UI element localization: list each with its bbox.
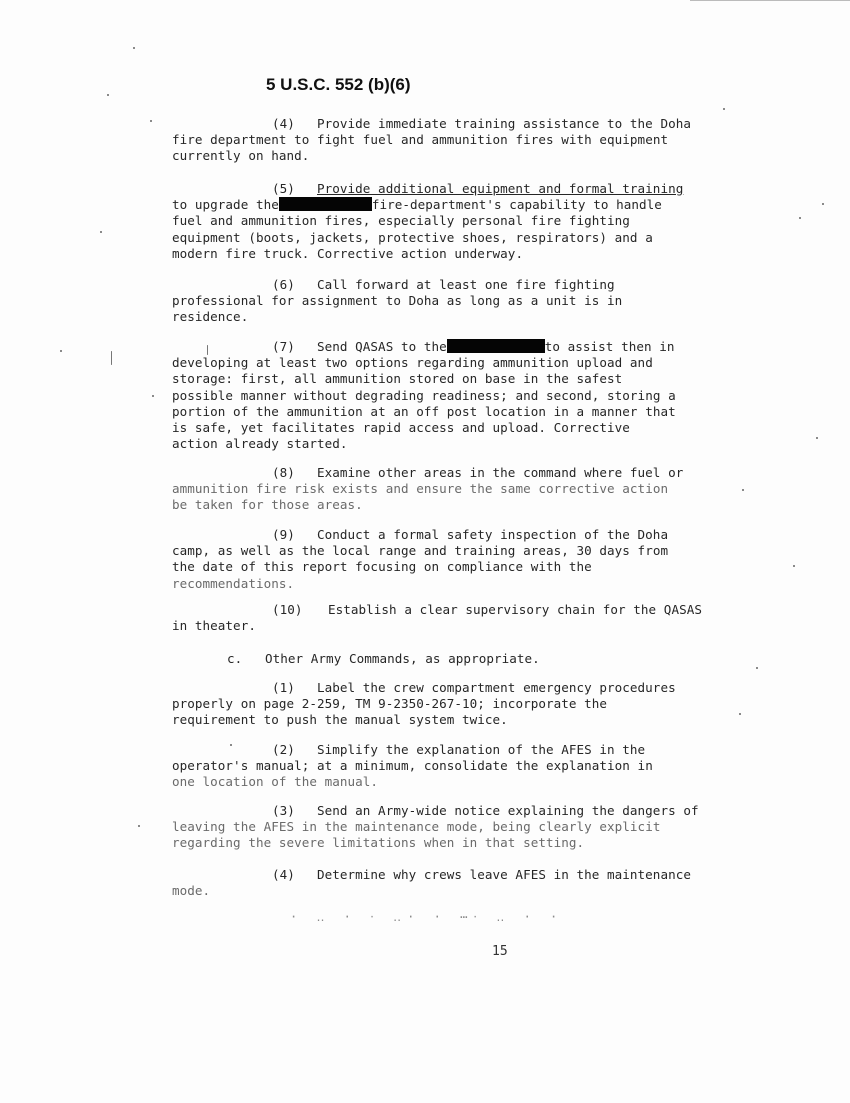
paragraph-text: the date of this report focusing on compliance with the: [172, 559, 592, 575]
scan-speck: [100, 231, 102, 233]
paragraph-text: equipment (boots, jackets, protective shoes, respirators) and a: [172, 229, 653, 245]
scan-speck: [822, 203, 824, 205]
paragraph-number: (4): [272, 116, 295, 131]
scan-speck: [756, 667, 758, 669]
paragraph-text: developing at least two options regarding ammunition upload and: [172, 355, 653, 371]
redaction-box: [447, 339, 545, 353]
foia-exemption-header: 5 U.S.C. 552 (b)(6): [266, 75, 411, 94]
paragraph-c1: [172, 680, 812, 729]
paragraph-text: to assist then in: [544, 339, 675, 354]
paragraph-number: (2): [272, 742, 295, 757]
scan-speck: [60, 350, 62, 352]
scan-speck: [152, 395, 154, 397]
scan-speck: [133, 47, 135, 49]
paragraph-text: is safe, yet facilitates rapid access and upload. Corrective: [172, 420, 630, 436]
paragraph-number: (1): [272, 680, 295, 695]
paragraph-text: modern fire truck. Corrective action underway.: [172, 245, 524, 261]
paragraph-text: Simplify the explanation of the AFES in the: [317, 742, 646, 757]
scan-speck: [230, 744, 232, 746]
scan-speck: [207, 345, 208, 355]
paragraph-8: [172, 465, 812, 514]
paragraph-text: operator's manual; at a minimum, consolidate the explanation in: [172, 758, 653, 774]
paragraph-text: recommendations.: [172, 575, 295, 591]
section-heading-text: Other Army Commands, as appropriate.: [265, 651, 540, 666]
paragraph-text: ammunition fire risk exists and ensure the same corrective action: [172, 481, 669, 497]
paragraph-text: camp, as well as the local range and training areas, 30 days from: [172, 543, 669, 559]
paragraph-text: to upgrade the: [172, 197, 279, 213]
paragraph-text: residence.: [172, 309, 249, 325]
paragraph-number: (3): [272, 803, 295, 818]
paragraph-number: (10): [272, 602, 303, 617]
scan-speck: [742, 489, 744, 491]
paragraph-number: (9): [272, 527, 295, 542]
paragraph-number: (8): [272, 465, 295, 480]
paragraph-text: professional for assignment to Doha as long as a unit is in: [172, 293, 623, 309]
paragraph-text: Establish a clear supervisory chain for the QASAS: [328, 602, 702, 617]
paragraph-number: (4): [272, 867, 295, 882]
paragraph-6: [172, 277, 812, 326]
scan-speck: [107, 94, 109, 96]
scan-edge-line: [690, 0, 850, 1]
paragraph-text: properly on page 2-259, TM 9-2350-267-10; incorporate the: [172, 696, 608, 712]
section-letter: c.: [227, 651, 243, 666]
paragraph-text: Determine why crews leave AFES in the maintenance: [317, 867, 691, 882]
paragraph-text: portion of the ammunition at an off post location in a manner that: [172, 403, 676, 419]
paragraph-text: in theater.: [172, 618, 256, 634]
paragraph-4: [172, 116, 812, 165]
scan-speck: [150, 120, 152, 122]
redaction-box: [279, 197, 372, 211]
paragraph-9: [172, 527, 812, 592]
paragraph-10: [172, 602, 812, 634]
section-c-heading: [172, 651, 812, 667]
paragraph-number: (6): [272, 277, 295, 292]
paragraph-c3: [172, 803, 812, 852]
paragraph-text: fire department to fight fuel and ammunition fires with equipment: [172, 132, 669, 148]
scan-speck: [793, 565, 795, 567]
paragraph-text: fuel and ammunition fires, especially personal fire fighting: [172, 213, 630, 229]
paragraph-text: leaving the AFES in the maintenance mode, being clearly explicit: [172, 819, 661, 835]
paragraph-7: [172, 339, 812, 452]
scan-speck: [816, 437, 818, 439]
paragraph-text: Label the crew compartment emergency procedures: [317, 680, 676, 695]
paragraph-number: (5): [272, 181, 295, 196]
scan-speck: [111, 351, 112, 365]
paragraph-text: possible manner without degrading readiness; and second, storing a: [172, 387, 676, 403]
paragraph-text: currently on hand.: [172, 148, 310, 164]
paragraph-text: one location of the manual.: [172, 774, 379, 790]
scan-speck: [799, 217, 801, 219]
paragraph-text: Provide additional equipment and formal training: [317, 181, 684, 196]
paragraph-text: requirement to push the manual system twice.: [172, 712, 508, 728]
paragraph-c2: [172, 742, 812, 791]
paragraph-text: fire-department's capability to handle: [371, 197, 662, 213]
paragraph-5: [172, 181, 812, 262]
scan-speck: [723, 108, 725, 110]
paragraph-text: regarding the severe limitations when in that setting.: [172, 835, 585, 851]
paragraph-text: Send an Army-wide notice explaining the dangers of: [317, 803, 699, 818]
paragraph-text: Call forward at least one fire fighting: [317, 277, 615, 292]
paragraph-text: mode.: [172, 883, 211, 899]
scan-speck: [739, 713, 741, 715]
paragraph-text: action already started.: [172, 436, 348, 452]
scan-artifact-text: · ‥ · ‧ ‥· · ⋯‧ ‥ · ·: [290, 910, 564, 924]
paragraph-c4: [172, 867, 812, 899]
scan-speck: [138, 825, 140, 827]
paragraph-number: (7): [272, 339, 295, 354]
page-number: 15: [492, 944, 508, 959]
paragraph-text: Conduct a formal safety inspection of the Doha: [317, 527, 669, 542]
paragraph-text: Provide immediate training assistance to the Doha: [317, 116, 691, 131]
paragraph-text: Examine other areas in the command where fuel or: [317, 465, 684, 480]
paragraph-text: be taken for those areas.: [172, 497, 363, 513]
paragraph-text: Send QASAS to the: [317, 339, 447, 354]
paragraph-text: storage: first, all ammunition stored on base in the safest: [172, 371, 623, 387]
